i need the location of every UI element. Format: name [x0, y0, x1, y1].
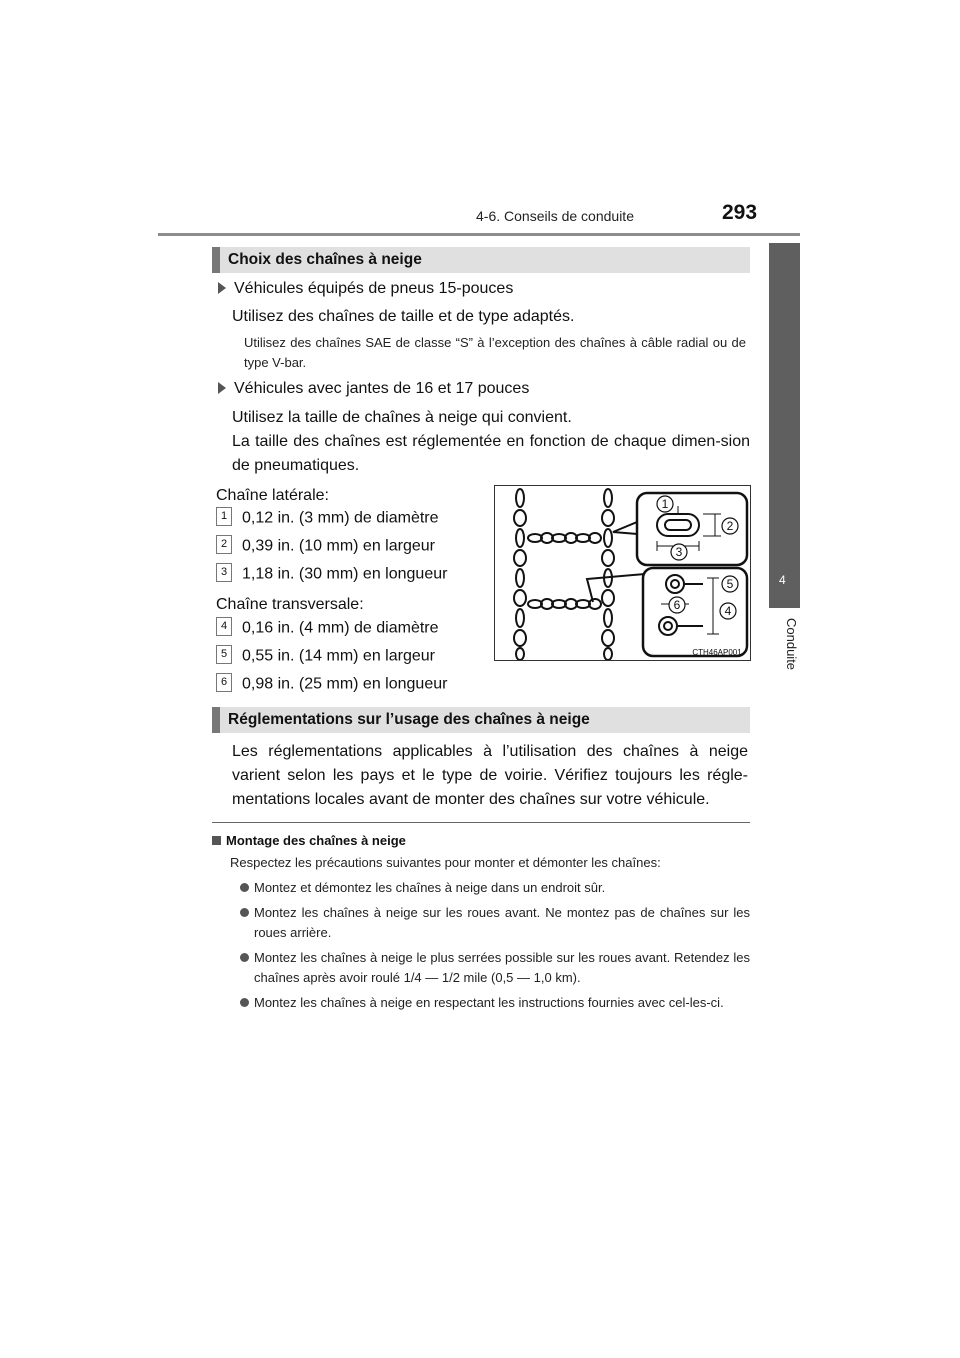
item1-text: Utilisez des chaînes de taille et de type adaptés. — [232, 308, 575, 325]
chain-diagram — [495, 486, 750, 660]
divider — [212, 822, 750, 823]
triangle-bullet-icon — [218, 382, 226, 394]
transverse-chain-label: Chaîne transversale: — [216, 596, 364, 613]
spec-5: 5 0,55 in. (14 mm) en largeur — [216, 647, 435, 666]
mounting-bullet-3: Montez les chaînes à neige le plus serrées possible sur les roues avant. Retendez les chaînes après avoir roulé 1/4 — 1/2 mile (0,5 — 1,0 km). — [240, 948, 750, 988]
callout-3: 3 — [675, 545, 683, 559]
item1-heading-text: Véhicules équipés de pneus 15-pouces — [234, 280, 514, 297]
bullet-dot-icon — [240, 998, 249, 1007]
chapter-number: 4 — [779, 573, 786, 587]
item2-text1: Utilisez la taille de chaînes à neige qui convient. — [232, 409, 572, 426]
bullet-dot-icon — [240, 908, 249, 917]
regulations-text: Les réglementations applicables à l’utilisation des chaînes à neige varient selon les pays et le type de voirie. Vérifiez toujours les régle-mentations locales avant de monter des chaînes sur votre véhicule. — [232, 743, 748, 808]
section-header: 4-6. Conseils de conduite — [476, 208, 634, 224]
spec-3: 3 1,18 in. (30 mm) en longueur — [216, 565, 447, 584]
page-number: 293 — [722, 201, 758, 224]
square-bullet-icon — [212, 836, 221, 845]
mounting-heading: Montage des chaînes à neige — [212, 833, 406, 848]
mounting-bullet-2: Montez les chaînes à neige sur les roues avant. Ne montez pas de chaînes sur les roues arrière. — [240, 903, 750, 943]
callout-4: 4 — [724, 604, 732, 618]
header-rule — [158, 233, 800, 236]
bullet-dot-icon — [240, 883, 249, 892]
item1-heading — [218, 280, 513, 298]
callout-2: 2 — [726, 519, 734, 533]
snow-chain-illustration — [494, 485, 751, 661]
callout-5: 5 — [726, 577, 734, 591]
chapter-tab — [769, 243, 800, 608]
spec-4: 4 0,16 in. (4 mm) de diamètre — [216, 619, 439, 638]
mounting-bullet-1: Montez et démontez les chaînes à neige dans un endroit sûr. — [240, 878, 750, 898]
bullet-dot-icon — [240, 953, 249, 962]
item2-text2: La taille des chaînes est réglementée en fonction de chaque dimen-sion de pneumatiques. — [232, 433, 750, 474]
section-title-snow-chain-choice: Choix des chaînes à neige — [212, 247, 750, 273]
triangle-bullet-icon — [218, 282, 226, 294]
callout-6: 6 — [673, 598, 681, 612]
item1-note: Utilisez des chaînes SAE de classe “S” à l’exception des chaînes à câble radial ou de type V-bar. — [244, 335, 746, 370]
item2-heading — [218, 380, 529, 398]
spec-1: 1 0,12 in. (3 mm) de diamètre — [216, 509, 439, 528]
chapter-label: Conduite — [784, 618, 799, 671]
spec-2: 2 0,39 in. (10 mm) en largeur — [216, 537, 435, 556]
spec-6: 6 0,98 in. (25 mm) en longueur — [216, 675, 447, 694]
section-title-regulations: Réglementations sur l’usage des chaînes à neige — [212, 707, 750, 733]
figure-code: CTH46AP001 — [692, 648, 742, 657]
callout-1: 1 — [661, 497, 669, 511]
item2-heading-text: Véhicules avec jantes de 16 et 17 pouces — [234, 380, 530, 397]
mounting-intro: Respectez les précautions suivantes pour monter et démonter les chaînes: — [230, 855, 661, 870]
lateral-chain-label: Chaîne latérale: — [216, 487, 329, 504]
mounting-bullet-4: Montez les chaînes à neige en respectant les instructions fournies avec cel-les-ci. — [240, 993, 750, 1013]
